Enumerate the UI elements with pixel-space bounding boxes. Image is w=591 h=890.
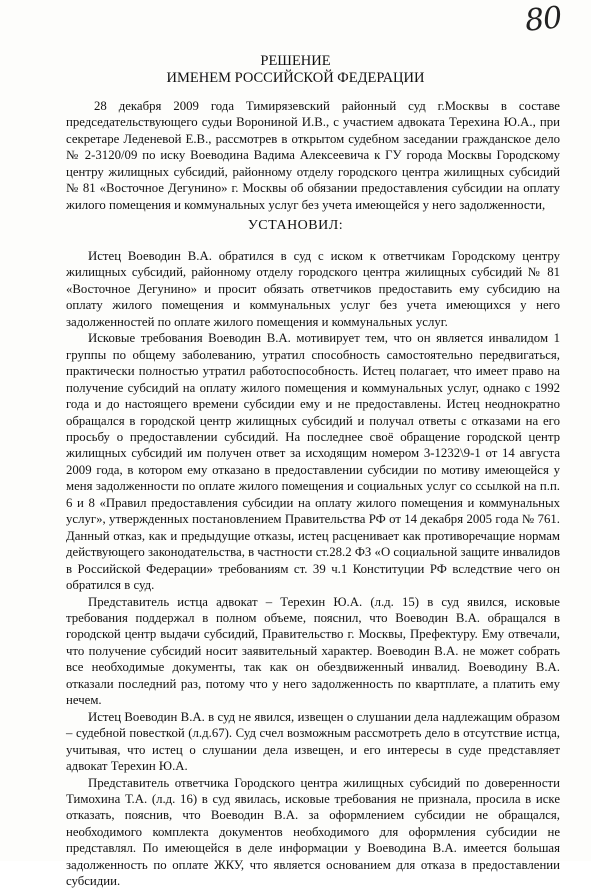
paragraph: Истец Воеводин В.А. обратился в суд с иском к ответчикам Городскому центру жилищных субсидий, районному отделу городского центра жилищных субсидий № 81 «Восточное Дегунино» и просит обязать ответчиков предоставить ему субсидию на оплату жилого помещения и коммунальных услуг без учета имеющихся у него задолженностей по оплате жилого помещения и коммунальных услуг.: [66, 249, 560, 329]
paragraph: Представитель ответчика Городского центра жилищных субсидий по доверенности Тимохина Т.А. (л.д. 16) в суд явилась, исковые требования не признала, просила в иске отказать, пояснив, что Воеводин В.А. за оформлением субсидии не обращался, необходимого комплекта документов необходимого для оформления субсидии не представлял. По имеющейся в деле информации у Воеводина В.А. имеется большая задолженность по оплате ЖКУ, что является основанием для отказа в предоставлении субсидии.: [66, 775, 560, 889]
intro-paragraph-block: [66, 98, 560, 213]
document-subtitle: ИМЕНЕМ РОССИЙСКОЙ ФЕДЕРАЦИИ: [166, 70, 425, 86]
intro-paragraph: 28 декабря 2009 года Тимирязевский районный суд г.Москвы в составе председательствующего судьи Ворониной И.В., с участием адвоката Терехина Ю.А., при секретаре Леденевой Е.В., рассмотрев в открытом судебном заседании гражданское дело № 2-3120/09 по иску Воеводина Вадима Алексеевича к ГУ города Москвы Городскому центру жилищных субсидий, районному отделу городского центра жилищных субсидий № 81 «Восточное Дегунино» г. Москвы об обязании предоставления субсидии на оплату жилого помещения и коммунальных услуг без учета имеющейся у него задолженности,: [66, 99, 560, 212]
section-heading: УСТАНОВИЛ:: [247, 218, 344, 233]
paragraph: Исковые требования Воеводин В.А. мотивирует тем, что он является инвалидом 1 группы по общему заболеванию, утратил способность самостоятельно передвигаться, практически полностью утратил работоспособность. Истец полагает, что имеет право на получение субсидий на оплату жилого помещения и коммунальных услуг, однако с 1992 года и до настоящего времени субсидии ему и не предоставлены. Истец неоднократно обращался в городской центр жилищных субсидий и получал ответы с отказами на его просьбу о предоставлении субсидий. На последнее своё обращение городской центр жилищных субсидий им получен ответ за исходящим номером 3-1232\9-1 от 14 августа 2009 года, в котором ему отказано в предоставлении субсидии по мотиву имеющейся у меня задолженности по оплате жилого помещения и социальных услуг со ссылкой на п.п. 6 и 8 «Правил предоставления субсидии на оплату жилого помещения и коммунальных услуг», утвержденных постановлением Правительства РФ от 14 декабря 2005 года № 761. Данный отказ, как и предыдущие отказы, истец расценивает как противоречащие нормам действующего законодательства, в частности ст.28.2 ФЗ «О социальной защите инвалидов в Российской Федерации» требованиям ст. 39 ч.1 Конституции РФ вследствие чего он обратился в суд.: [66, 331, 560, 593]
paragraph: Истец Воеводин В.А. в суд не явился, извещен о слушании дела надлежащим образом – судебной повесткой (л.д.67). Суд счел возможным рассмотреть дело в отсутствие истца, учитывая, что истец о слушании дела извещен, и его интересы в суде представляет адвокат Терехин Ю.А.: [66, 709, 560, 774]
body-paragraphs: [66, 248, 560, 890]
paragraph: Представитель истца адвокат – Терехин Ю.А. (л.д. 15) в суд явился, исковые требования поддержал в полном объеме, пояснил, что Воеводин В.А. обращался в городской центр выдачи субсидий, Правительство г. Москвы, Префектуру. Ему отвечали, что получение субсидий носит заявительный характер. Воеводин В.А. не может собрать все необходимые документы, так как он обездвиженный инвалид. Воеводину В.А. отказали последний раз, потому что у него задолженность по квартплате, а платить ему нечем.: [66, 594, 560, 708]
handwritten-page-number: 80: [523, 0, 563, 39]
document-title: РЕШЕНИЕ: [260, 53, 331, 69]
